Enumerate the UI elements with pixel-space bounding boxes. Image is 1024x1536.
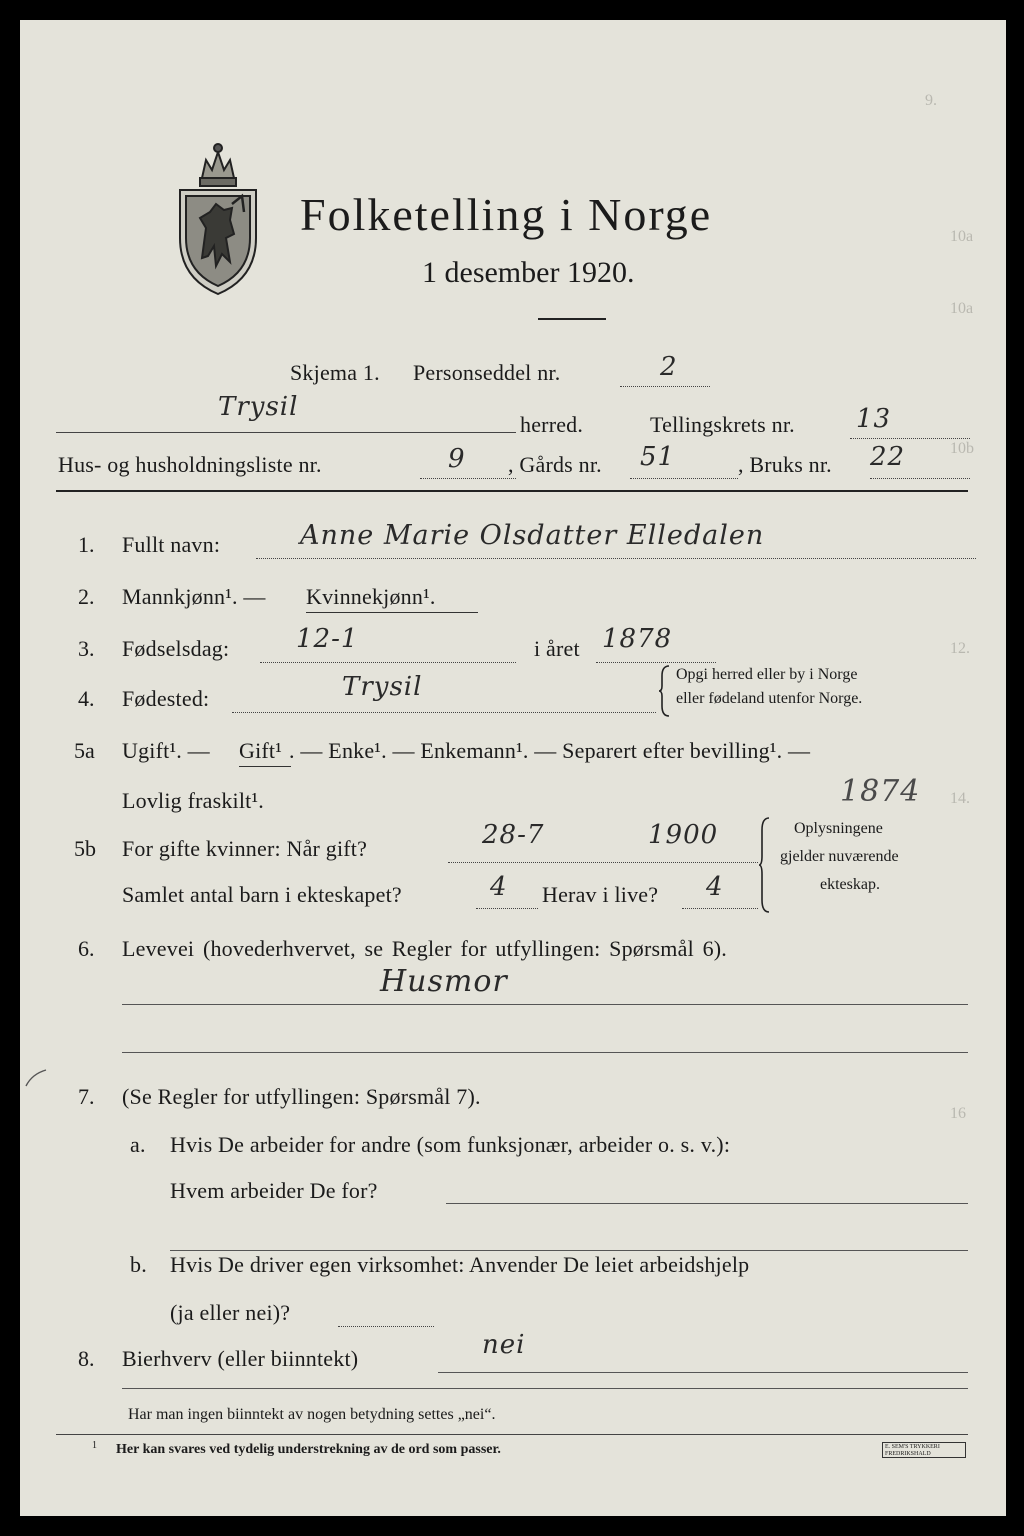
q6-number: 6. bbox=[78, 936, 95, 961]
bleed-through-text: 14. bbox=[950, 790, 970, 807]
schema-label: Skjema 1. bbox=[290, 360, 380, 385]
q1-number: 1. bbox=[78, 532, 95, 557]
q5a-status-options: . — Enke¹. — Enkemann¹. — Separert efter bevilling¹. — bbox=[289, 738, 811, 763]
bruks-value: 22 bbox=[870, 442, 906, 472]
printer-stamp: E. SEM'S TRYKKERI FREDRIKSHALD bbox=[882, 1442, 966, 1458]
q5b-note-line2: gjelder nuværende bbox=[780, 848, 899, 865]
bleed-through-text: 10a bbox=[950, 228, 974, 245]
q3-birthday-value: 12-1 bbox=[296, 624, 359, 654]
q6-occupation-value: Husmor bbox=[380, 964, 508, 999]
bleed-through-text: 10b bbox=[950, 440, 974, 457]
tellingskrets-label: Tellingskrets nr. bbox=[650, 412, 795, 437]
q5a-number: 5a bbox=[74, 738, 95, 763]
form-title: Folketelling i Norge bbox=[300, 189, 713, 240]
section-divider bbox=[56, 490, 968, 492]
q5b-year-value: 1900 bbox=[648, 820, 719, 850]
personseddel-value: 2 bbox=[660, 352, 678, 382]
q5b-alive-label: Herav i live? bbox=[542, 882, 659, 907]
q7-number: 7. bbox=[78, 1084, 95, 1109]
tellingskrets-field-line bbox=[850, 438, 970, 439]
q5a-margin-annotation: 1874 bbox=[840, 774, 921, 809]
q3-year-value: 1878 bbox=[602, 624, 673, 654]
tellingskrets-value: 13 bbox=[856, 404, 892, 434]
q5b-brace-icon bbox=[758, 816, 772, 914]
q4-note-line2: eller fødeland utenfor Norge. bbox=[676, 690, 863, 707]
q4-label: Fødested: bbox=[122, 686, 210, 711]
q7a-extra-line bbox=[170, 1250, 968, 1251]
bruks-field-line bbox=[870, 478, 970, 479]
hus-field-line bbox=[420, 478, 516, 479]
q5b-married-when-label: For gifte kvinner: Når gift? bbox=[122, 836, 368, 861]
q5b-children-label: Samlet antal barn i ekteskapet? bbox=[122, 882, 402, 907]
footnote-mark: 1 bbox=[92, 1440, 97, 1451]
pencil-mark-icon bbox=[22, 1064, 50, 1092]
q5b-note-line1: Oplysningene bbox=[794, 820, 883, 837]
q5b-alive-value: 4 bbox=[706, 872, 724, 902]
q4-brace-icon bbox=[658, 664, 672, 718]
q7a-field-line bbox=[446, 1203, 968, 1204]
hus-label: Hus- og husholdningsliste nr. bbox=[58, 452, 322, 477]
q1-label: Fullt navn: bbox=[122, 532, 221, 557]
q7a-question: Hvem arbeider De for? bbox=[170, 1178, 378, 1203]
q5a-divorced-label: Lovlig fraskilt¹. bbox=[122, 788, 264, 813]
footnote-text: Her kan svares ved tydelig understrekning av de ord som passer. bbox=[116, 1442, 501, 1457]
q6-label: Levevei (hovederhvervet, se Regler for utfyllingen: Spørsmål 6). bbox=[122, 936, 728, 961]
q1-field-line bbox=[256, 558, 976, 559]
q8-label: Bierhverv (eller biinntekt) bbox=[122, 1346, 359, 1371]
q5a-married-underline bbox=[239, 766, 291, 767]
q5b-alive-field-line bbox=[682, 908, 758, 909]
personseddel-label: Personseddel nr. bbox=[413, 360, 561, 385]
q2-female-underline bbox=[306, 612, 478, 613]
q7-label: (Se Regler for utfyllingen: Spørsmål 7). bbox=[122, 1084, 481, 1109]
q3-field-line bbox=[260, 662, 516, 663]
bleed-through-text: 16 bbox=[950, 1105, 966, 1122]
bleed-through-text: 10a bbox=[950, 300, 974, 317]
census-date: 1 desember 1920. bbox=[422, 256, 635, 289]
personseddel-field-line bbox=[620, 386, 710, 387]
q5b-date-field-line bbox=[448, 862, 758, 863]
bleed-through-text: 12. bbox=[950, 640, 970, 657]
census-form-page bbox=[20, 20, 1006, 1516]
bleed-through-text: 9. bbox=[925, 92, 937, 109]
q5b-children-field-line bbox=[476, 908, 538, 909]
q7b-text: Hvis De driver egen virksomhet: Anvender De leiet arbeidshjelp bbox=[170, 1252, 750, 1277]
q2-number: 2. bbox=[78, 584, 95, 609]
q6-field-line bbox=[122, 1004, 968, 1005]
gards-value: 51 bbox=[640, 442, 676, 472]
q7b-letter: b. bbox=[130, 1252, 147, 1277]
hus-value: 9 bbox=[448, 444, 466, 474]
q7a-letter: a. bbox=[130, 1132, 146, 1157]
q5b-children-value: 4 bbox=[490, 872, 508, 902]
q3-number: 3. bbox=[78, 636, 95, 661]
bruks-label: , Bruks nr. bbox=[738, 452, 832, 477]
herred-field-line bbox=[56, 432, 516, 433]
q5b-note-line3: ekteskap. bbox=[820, 876, 880, 893]
q7b-question: (ja eller nei)? bbox=[170, 1300, 291, 1325]
q3-year-field-line bbox=[596, 662, 716, 663]
q4-field-line bbox=[232, 712, 656, 713]
coat-of-arms-icon bbox=[172, 138, 264, 298]
q1-full-name-value: Anne Marie Olsdatter Elledalen bbox=[300, 520, 765, 551]
q8-number: 8. bbox=[78, 1346, 95, 1371]
q4-birthplace-value: Trysil bbox=[342, 672, 423, 702]
herred-label: herred. bbox=[520, 412, 584, 437]
q8-extra-line bbox=[122, 1388, 968, 1389]
q2-female-label: Kvinnekjønn¹. bbox=[306, 584, 436, 609]
q3-label: Fødselsdag: bbox=[122, 636, 230, 661]
q5a-unmarried-label: Ugift¹. — bbox=[122, 738, 210, 763]
q8-field-line bbox=[438, 1372, 968, 1373]
q7a-text: Hvis De arbeider for andre (som funksjonær, arbeider o. s. v.): bbox=[170, 1132, 731, 1157]
q6-extra-line bbox=[122, 1052, 968, 1053]
gards-label: , Gårds nr. bbox=[508, 452, 602, 477]
q5b-date-value: 28-7 bbox=[482, 820, 545, 850]
footer-divider bbox=[56, 1434, 968, 1435]
q8-secondary-income-value: nei bbox=[482, 1330, 526, 1360]
gards-field-line bbox=[630, 478, 738, 479]
q2-male-label: Mannkjønn¹. — bbox=[122, 584, 266, 609]
q7b-field-line bbox=[338, 1326, 434, 1327]
footer-note: Har man ingen biinntekt av nogen betydning settes „nei“. bbox=[128, 1406, 496, 1423]
q4-number: 4. bbox=[78, 686, 95, 711]
title-underline bbox=[538, 318, 606, 320]
herred-value: Trysil bbox=[218, 392, 299, 422]
q4-note-line1: Opgi herred eller by i Norge bbox=[676, 666, 858, 683]
q5b-number: 5b bbox=[74, 836, 96, 861]
q5a-married-label: Gift¹ bbox=[239, 738, 283, 763]
q3-year-label: i året bbox=[534, 636, 580, 661]
